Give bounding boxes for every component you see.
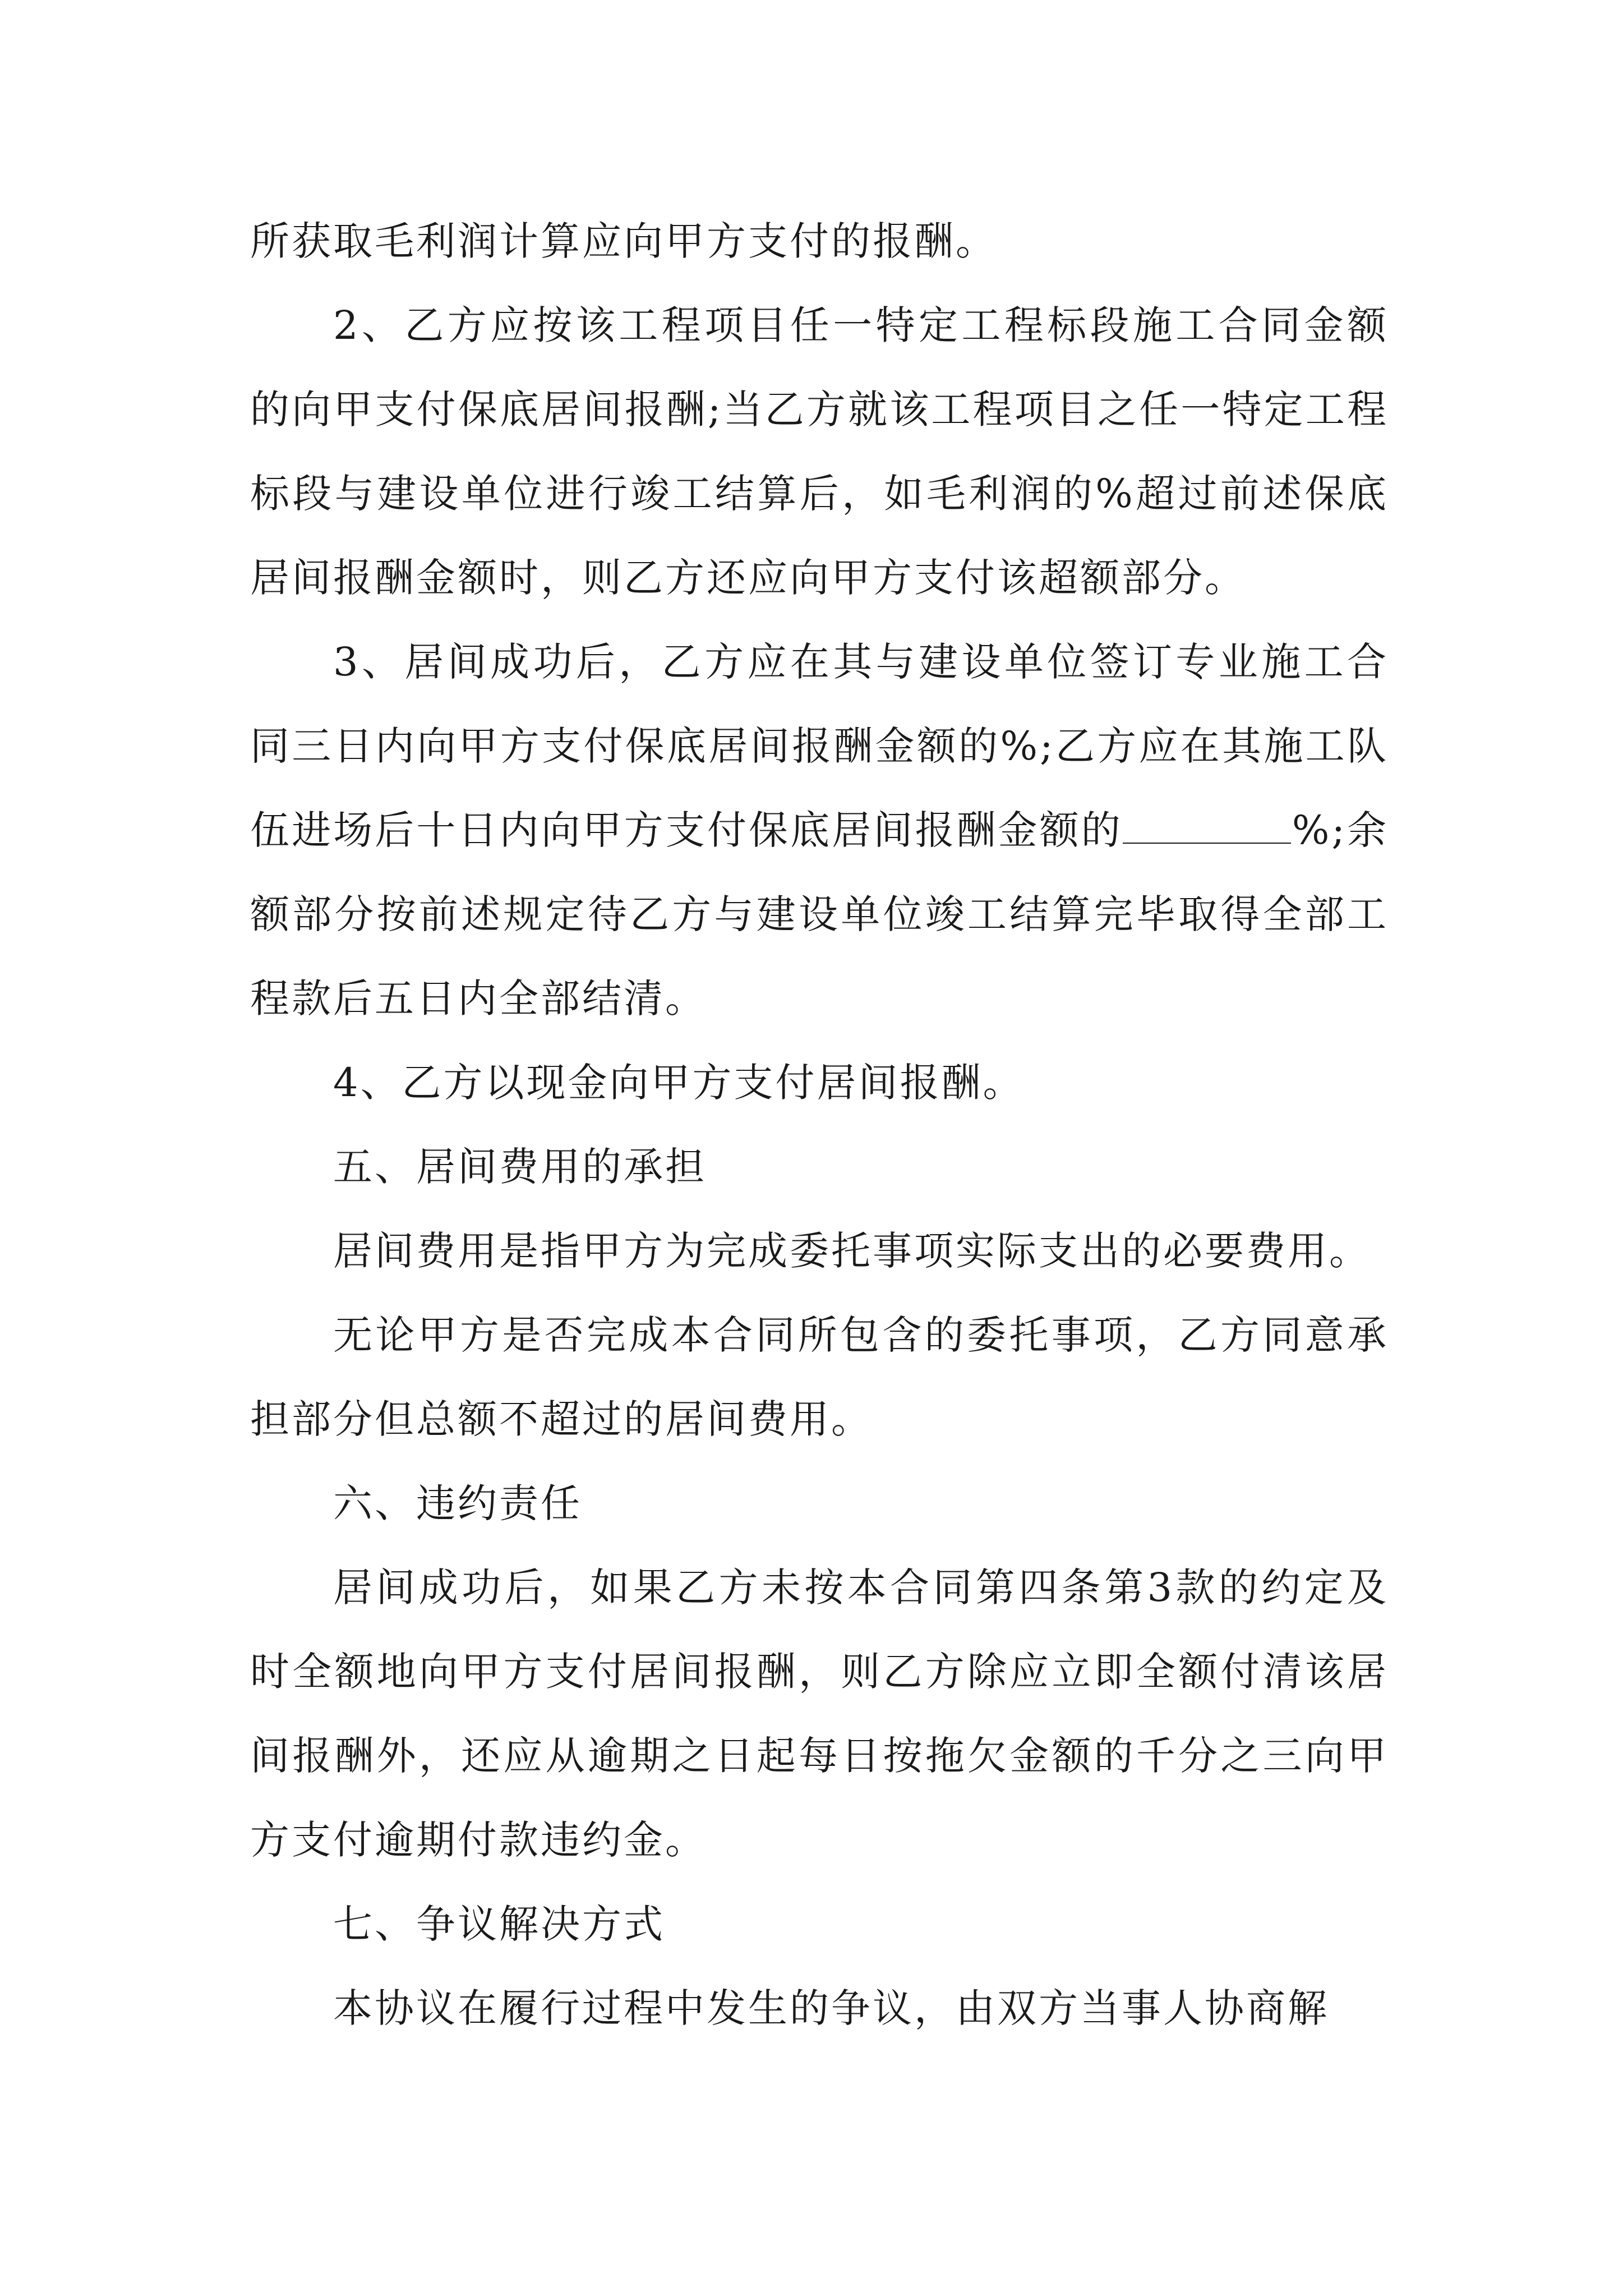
- expense-bearing-paragraph: [250, 1293, 1389, 1461]
- clause-4-paragraph: [250, 1041, 1389, 1125]
- paragraph-text: 居间费用是指甲方为完成委托事项实际支出的必要费用。: [333, 1228, 1371, 1274]
- section-heading-7: [250, 1882, 1389, 1966]
- clause-2-paragraph: [250, 283, 1389, 620]
- paragraph-text: 4、乙方以现金向甲方支付居间报酬。: [333, 1060, 1025, 1106]
- expense-definition-paragraph: [250, 1209, 1389, 1293]
- section-heading-6: [250, 1461, 1389, 1545]
- paragraph-text: 居间成功后，如果乙方未按本合同第四条第3款的约定及时全额地向甲方支付居间报酬，则乙方除应立即全额付清该居间报酬外，还应从逾期之日起每日按拖欠金额的千分之三向甲方支付逾期付款违约金。: [250, 1565, 1389, 1863]
- heading-text: 六、违约责任: [333, 1480, 582, 1526]
- clause-3-paragraph: [250, 620, 1389, 1041]
- heading-text: 五、居间费用的承担: [333, 1144, 707, 1190]
- heading-text: 七、争议解决方式: [333, 1901, 665, 1947]
- paragraph-text: 本协议在履行过程中发生的争议，由双方当事人协商解: [333, 1985, 1329, 2031]
- paragraph-text: 3、居间成功后，乙方应在其与建设单位签订专业施工合同三日内向甲方支付保底居间报酬金额的%;乙方应在其施工队伍进场后十日内向甲方支付保底居间报酬金额的: [250, 639, 1389, 853]
- breach-liability-paragraph: [250, 1545, 1389, 1882]
- section-heading-5: [250, 1125, 1389, 1209]
- paragraph-text: 无论甲方是否完成本合同所包含的委托事项，乙方同意承担部分但总额不超过的居间费用。: [250, 1312, 1389, 1442]
- fill-in-blank: [1123, 809, 1291, 844]
- paragraph-text: %;余额部分按前述规定待乙方与建设单位竣工结算完毕取得全部工程款后五日内全部结清。: [250, 807, 1389, 1022]
- document-body: [250, 199, 1389, 2050]
- paragraph-continuation: [250, 199, 1389, 283]
- paragraph-text: 所获取毛利润计算应向甲方支付的报酬。: [250, 218, 997, 264]
- dispute-resolution-paragraph: [250, 1966, 1389, 2050]
- paragraph-text: 2、乙方应按该工程项目任一特定工程标段施工合同金额的向甲支付保底居间报酬;当乙方就该工程项目之任一特定工程标段与建设单位进行竣工结算后，如毛利润的%超过前述保底居间报酬金额时，则乙方还应向甲方支付该超额部分。: [250, 302, 1389, 601]
